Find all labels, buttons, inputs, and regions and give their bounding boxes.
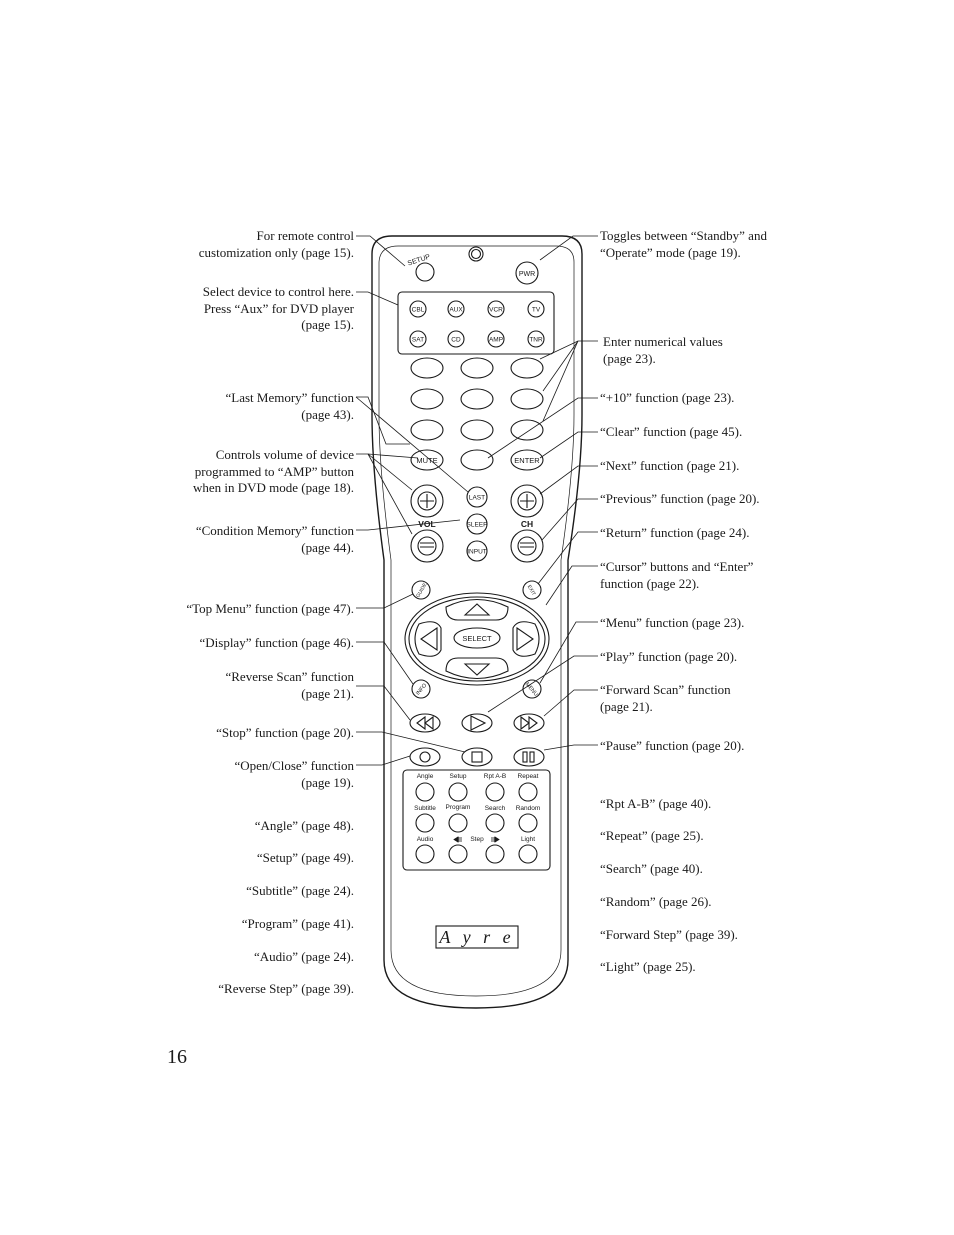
label-display: “Display” function (page 46). [199,635,354,650]
aux-label: AUX [449,306,463,314]
volume-down-button[interactable] [411,530,443,562]
audio-button[interactable] [416,845,434,863]
plus-icon [520,494,534,508]
label-search: “Search” (page 40). [600,861,703,876]
label-power: Toggles between “Standby” and “Operate” mode (page 19). [600,228,767,260]
number-key[interactable] [461,389,493,409]
label-audio: “Audio” (page 24). [254,949,354,964]
label-reverse-scan: “Reverse Scan” function (page 21). [225,669,354,701]
cd-label: CD [451,336,461,344]
program-label: Program [445,804,471,811]
ch-label: CH [520,519,534,529]
channel-down-ring [518,537,536,555]
label-clear: “Clear” function (page 45). [600,424,743,439]
power-button-label: PWR [518,271,536,278]
setup-func-button[interactable] [449,783,467,801]
label-setup-func: “Setup” (page 49). [256,850,354,865]
random-button[interactable] [519,814,537,832]
label-forward-scan: “Forward Scan” function (page 21). [600,682,731,714]
stop-button[interactable] [462,748,492,766]
arrow-up-icon [465,604,489,615]
arrow-down-icon [465,664,489,675]
number-key[interactable] [511,389,543,409]
numeric-keypad [411,358,543,470]
ir-window-inner [472,250,481,259]
enter-label: ENTER [514,456,540,465]
label-return: “Return” function (page 24). [600,525,750,540]
label-condition-memory: “Condition Memory” function (page 44). [195,523,354,555]
label-device-select: Select device to control here. Press “Aux” for DVD player (page 15). [202,284,354,332]
repeat-button[interactable] [519,783,537,801]
setup-button-label: SETUP [406,253,432,268]
cbl-label: CBL [411,306,425,314]
step-label: Step [470,836,484,843]
last-label: LAST [468,494,486,502]
select-label: SELECT [462,634,492,643]
label-menu: “Menu” function (page 23). [600,615,745,630]
program-button[interactable] [449,814,467,832]
pause-icon-bar [530,752,534,762]
number-key[interactable] [511,358,543,378]
label-rpt-ab: “Rpt A-B” (page 40). [600,796,712,811]
open-close-button[interactable] [410,748,440,766]
rpt-ab-label: Rpt A-B [483,773,507,780]
audio-label: Audio [416,836,434,843]
subtitle-label: Subtitle [414,805,436,812]
eject-icon [420,752,430,762]
search-button[interactable] [486,814,504,832]
stop-icon [472,752,482,762]
menu-label: MENU [523,681,539,698]
label-open-close: “Open/Close” function (page 19). [234,758,354,790]
guide-label: GUIDE [415,582,429,599]
light-button[interactable] [519,845,537,863]
reverse-step-icon [454,837,461,842]
tv-label: TV [531,306,541,314]
sat-label: SAT [411,336,425,344]
label-last-memory: “Last Memory” function (page 43). [225,390,354,422]
label-repeat: “Repeat” (page 25). [600,828,704,843]
label-stop: “Stop” function (page 20). [216,725,354,740]
label-top-menu: “Top Menu” function (page 47). [186,601,354,616]
brand-logo: A y r e [439,927,515,947]
label-next: “Next” function (page 21). [600,458,740,473]
setup-button[interactable] [416,263,434,281]
label-subtitle: “Subtitle” (page 24). [246,883,354,898]
minus-icon [420,543,434,547]
vol-label: VOL [418,519,436,529]
setup-func-label: Setup [449,773,467,780]
pause-icon-bar [523,752,527,762]
minus-icon [520,543,534,547]
channel-down-button[interactable] [511,530,543,562]
vcr-label: VCR [489,306,503,314]
label-volume: Controls volume of device programmed to “AMP” button when in DVD mode (page 18). [192,447,354,495]
subtitle-button[interactable] [416,814,434,832]
forward-step-icon [492,837,499,842]
plus-icon [420,494,434,508]
label-setup: For remote control customization only (page 15). [198,228,354,260]
label-plus10: “+10” function (page 23). [600,390,735,405]
repeat-label: Repeat [517,773,539,780]
device-row-2 [410,331,544,347]
number-key[interactable] [411,358,443,378]
label-program: “Program” (page 41). [241,916,354,931]
rpt-ab-button[interactable] [486,783,504,801]
rewind-icon [417,717,433,729]
angle-label: Angle [416,773,434,780]
cursor-pad [405,593,549,685]
light-label: Light [520,836,536,843]
fast-forward-icon [521,717,537,729]
number-key[interactable] [461,420,493,440]
plus10-button[interactable] [461,450,493,470]
sleep-label: SLEEP [466,521,488,529]
label-play: “Play” function (page 20). [600,649,738,664]
page-number: 16 [167,1046,187,1068]
label-reverse-step: “Reverse Step” (page 39). [218,981,354,996]
angle-button[interactable] [416,783,434,801]
arrow-left-icon [421,628,437,650]
random-label: Random [515,805,541,812]
cursor-up-button[interactable] [446,600,508,621]
function-buttons [416,783,537,863]
number-key[interactable] [411,389,443,409]
number-key[interactable] [411,420,443,440]
info-label: INFO [415,682,429,697]
volume-down-ring [418,537,436,555]
label-forward-step: “Forward Step” (page 39). [600,927,738,942]
exit-label: EXIT [525,584,537,597]
label-previous: “Previous” function (page 20). [600,491,760,506]
number-key[interactable] [511,420,543,440]
channel-rocker [511,485,543,562]
reverse-step-button[interactable] [449,845,467,863]
input-label: INPUT [467,548,487,556]
transport-row-2 [410,748,544,766]
forward-step-button[interactable] [486,845,504,863]
remote-body [372,236,582,1008]
transport-row-1 [410,714,544,732]
device-row-1 [410,301,544,317]
label-cursor: “Cursor” buttons and “Enter” function (page 22). [600,559,754,591]
label-random: “Random” (page 26). [600,894,712,909]
amp-label: AMP [488,336,504,344]
play-button[interactable] [462,714,492,732]
label-numeric: Enter numerical values (page 23). [603,334,723,366]
function-labels [414,773,540,843]
label-pause: “Pause” function (page 20). [600,738,745,753]
pause-button[interactable] [514,748,544,766]
function-panel [403,770,550,870]
arrow-right-icon [517,628,533,650]
label-light: “Light” (page 25). [600,959,696,974]
tnr-label: TNR [529,336,543,344]
search-label: Search [484,805,506,812]
play-icon [471,716,485,730]
mute-label: MUTE [416,456,438,465]
label-angle: “Angle” (page 48). [254,818,354,833]
number-key[interactable] [461,358,493,378]
